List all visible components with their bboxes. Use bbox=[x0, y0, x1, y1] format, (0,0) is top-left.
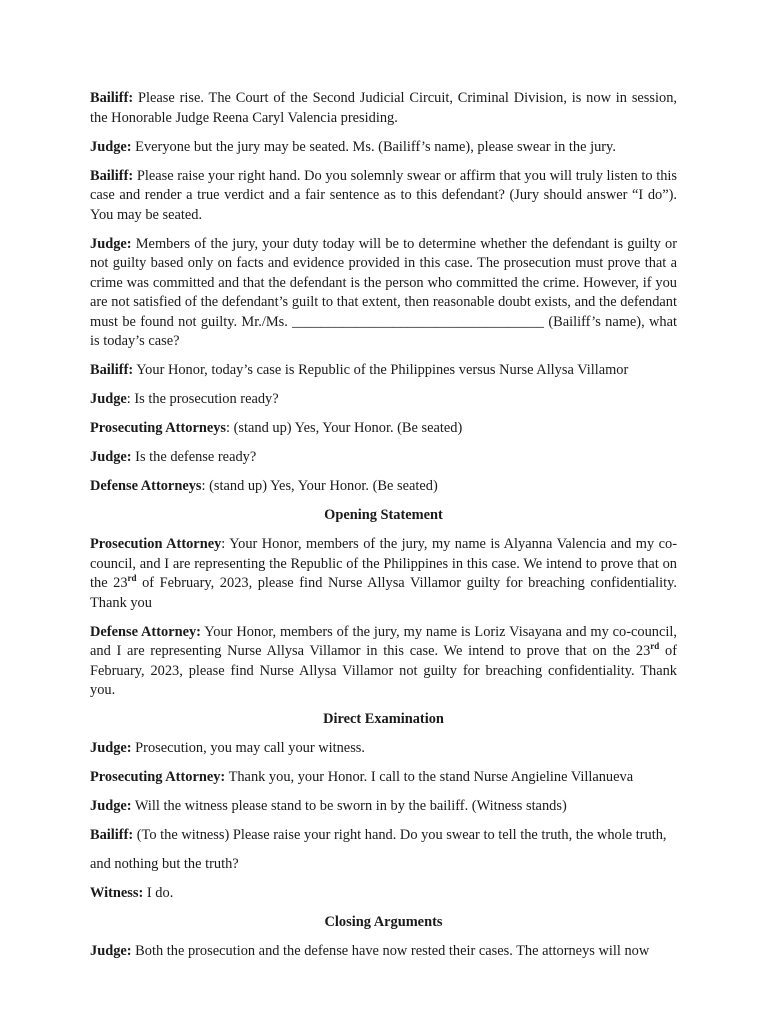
speaker-label: Prosecuting Attorney: bbox=[90, 769, 226, 785]
dialogue-judge-seated bbox=[90, 138, 677, 158]
speaker-label: Bailiff: bbox=[90, 827, 134, 843]
dialogue-text: Please rise. The Court of the Second Judicial Circuit, Criminal Division, is now in session, the Honorable Judge Reena Caryl Valencia presiding. bbox=[90, 90, 677, 126]
dialogue-text: Your Honor, today’s case is Republic of the Philippines versus Nurse Allysa Villamor bbox=[133, 362, 629, 378]
speaker-label: Judge: bbox=[90, 449, 132, 465]
dialogue-bailiff-jury-oath bbox=[90, 167, 677, 226]
dialogue-judge-prosecution-ready bbox=[90, 390, 677, 410]
dialogue-text: Please raise your right hand. Do you solemnly swear or affirm that you will truly listen to this case and render a true verdict and a fair sentence as to this defendant? (Jury should answer “I do”). You may be seated. bbox=[90, 167, 677, 223]
speaker-label: Judge: bbox=[90, 943, 132, 959]
dialogue-text: I do. bbox=[143, 885, 174, 901]
speaker-label: Defense Attorney: bbox=[90, 623, 201, 640]
speaker-label: Prosecution Attorney bbox=[90, 536, 222, 552]
ordinal-suffix: rd bbox=[127, 573, 137, 584]
speaker-label: Bailiff: bbox=[90, 167, 134, 184]
dialogue-judge-closing bbox=[90, 942, 677, 962]
dialogue-text: Prosecution, you may call your witness. bbox=[131, 740, 365, 756]
dialogue-bailiff-opening bbox=[90, 89, 677, 128]
dialogue-text: (To the witness) Please raise your right hand. Do you swear to tell the truth, the whole truth, bbox=[133, 827, 667, 843]
dialogue-text: Will the witness please stand to be sworn in by the bailiff. (Witness stands) bbox=[131, 798, 567, 814]
ordinal-suffix: rd bbox=[650, 641, 660, 652]
speaker-label: Bailiff: bbox=[90, 362, 134, 378]
dialogue-text: Both the prosecution and the defense have now rested their cases. The attorneys will now bbox=[131, 943, 650, 959]
dialogue-defense-attorneys bbox=[90, 477, 677, 497]
speaker-label: Prosecuting Attorneys bbox=[90, 420, 227, 436]
dialogue-witness-response bbox=[90, 884, 677, 904]
dialogue-text: : Is the prosecution ready? bbox=[126, 391, 279, 407]
dialogue-judge-call-witness bbox=[90, 739, 677, 759]
document-page bbox=[90, 89, 677, 971]
dialogue-judge-instructions bbox=[90, 235, 677, 352]
section-heading-direct-examination: Direct Examination bbox=[323, 711, 444, 727]
dialogue-text: Thank you, your Honor. I call to the stand Nurse Angieline Villanueva bbox=[225, 769, 634, 785]
speaker-label: Judge bbox=[90, 391, 127, 407]
dialogue-oath-continuation: and nothing but the truth? bbox=[90, 856, 239, 872]
dialogue-bailiff-case bbox=[90, 361, 677, 381]
dialogue-prosecuting-attorney-call bbox=[90, 768, 677, 788]
speaker-label: Judge: bbox=[90, 138, 132, 155]
speaker-label: Defense Attorneys bbox=[90, 478, 202, 494]
dialogue-text: : (stand up) Yes, Your Honor. (Be seated) bbox=[201, 478, 438, 494]
dialogue-text: : Your Honor, members of the jury, my name is Alyanna Valencia and my co-council, and I are representing the Republic of the Philippines in this case. We intend to prove that on the 23 bbox=[90, 536, 677, 591]
section-heading-closing-arguments: Closing Arguments bbox=[324, 914, 443, 930]
speaker-label: Judge: bbox=[90, 798, 132, 814]
dialogue-text: Everyone but the jury may be seated. Ms. (Bailiff’s name), please swear in the jury. bbox=[131, 138, 616, 155]
dialogue-text: Members of the jury, your duty today will be to determine whether the defendant is guilty or not guilty based only on facts and evidence provided in this case. The prosecution must prove that a crime was committed and that the defendant is the person who committed the crime. However, if you are not satisfied of the defendant’s guilt to that extent, then reasonable doubt exists, and the defendant must be found not guilty. Mr./Ms. ___________________________________ (Bailiff’s name), what is today’s case? bbox=[90, 235, 677, 349]
dialogue-text: Is the defense ready? bbox=[131, 449, 257, 465]
speaker-label: Bailiff: bbox=[90, 90, 134, 106]
speaker-label: Judge: bbox=[90, 235, 132, 252]
dialogue-prosecuting-attorneys bbox=[90, 419, 677, 439]
dialogue-judge-defense-ready bbox=[90, 448, 677, 468]
speaker-label: Judge: bbox=[90, 740, 132, 756]
speaker-label: Witness: bbox=[90, 885, 144, 901]
dialogue-bailiff-witness-oath bbox=[90, 826, 677, 846]
section-heading-opening-statement: Opening Statement bbox=[324, 507, 443, 523]
dialogue-text: of February, 2023, please find Nurse Allysa Villamor guilty for breaching confidentiality. Thank you bbox=[90, 575, 677, 611]
dialogue-text: : (stand up) Yes, Your Honor. (Be seated) bbox=[226, 420, 463, 436]
dialogue-text: of February, 2023, please find Nurse Allysa Villamor not guilty for breaching confidentiality. Thank you. bbox=[90, 643, 677, 698]
dialogue-text: Your Honor, members of the jury, my name is Loriz Visayana and my co-council, and I are representing Nurse Allysa Villamor in this case. We intend to prove that on the 23 bbox=[90, 623, 677, 659]
dialogue-defense-opening bbox=[90, 623, 677, 701]
dialogue-prosecution-opening bbox=[90, 535, 677, 613]
dialogue-judge-sworn-in bbox=[90, 797, 677, 817]
